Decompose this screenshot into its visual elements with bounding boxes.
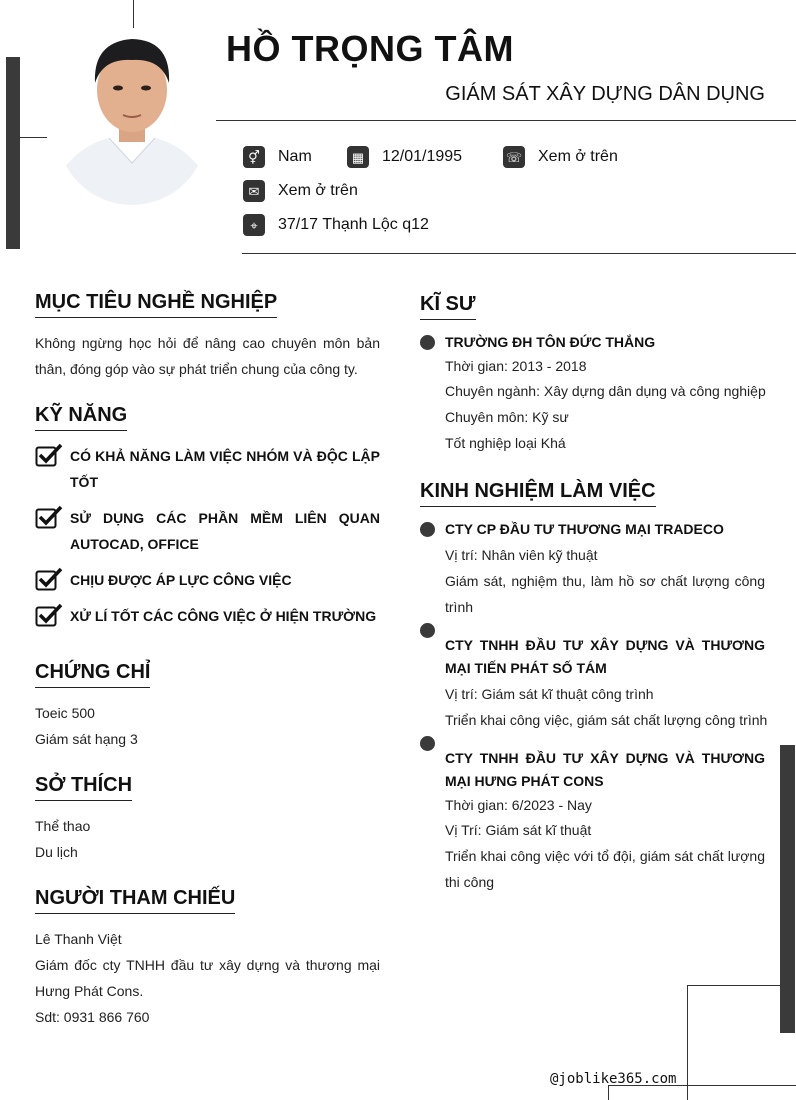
school-name: TRƯỜNG ĐH TÔN ĐỨC THẮNG <box>445 334 656 350</box>
email-icon: ✉ <box>243 180 265 202</box>
company-name: CTY TNHH ĐẦU TƯ XÂY DỰNG VÀ THƯƠNG MẠI TIẾN PHÁT SỐ TÁM <box>445 637 765 676</box>
contact-email <box>243 180 358 202</box>
checkbox-icon <box>35 443 63 467</box>
company-name: CTY CP ĐẦU TƯ THƯƠNG MẠI TRADECO <box>445 521 724 537</box>
job-position: Vị trí: Nhân viên kỹ thuật <box>445 547 598 563</box>
right-accent-bar <box>780 745 795 1033</box>
objective-text: Không ngừng học hỏi để nâng cao chuyên môn bản thân, đóng góp vào sự phát triển chung của công ty. <box>35 335 380 377</box>
header-underline <box>216 120 796 121</box>
contact-phone <box>503 146 618 168</box>
gender-value: Nam <box>278 148 312 165</box>
objective-section <box>35 291 277 318</box>
job-description: Triển khai công việc, giám sát chất lượng công trình <box>445 712 768 728</box>
education-grade: Tốt nghiệp loại Khá <box>445 435 566 451</box>
references-section <box>35 887 235 914</box>
address-value: 37/17 Thạnh Lộc q12 <box>278 216 429 233</box>
skill-label: XỬ LÍ TỐT CÁC CÔNG VIỆC Ở HIỆN TRƯỜNG <box>70 608 377 624</box>
skill-item <box>35 505 380 557</box>
candidate-name: HỒ TRỌNG TÂM <box>226 28 514 69</box>
education-time: Thời gian: 2013 - 2018 <box>445 358 587 374</box>
job-description: Triển khai công việc với tổ đội, giám sát chất lượng thi công <box>445 848 765 890</box>
checkbox-icon <box>35 567 63 591</box>
watermark: @joblike365.com <box>550 1071 677 1087</box>
phone-value: Xem ở trên <box>538 148 618 165</box>
corner-line-horizontal <box>687 985 780 986</box>
birthday-value: 12/01/1995 <box>382 148 463 165</box>
education-major: Chuyên ngành: Xây dựng dân dụng và công nghiệp <box>445 383 766 399</box>
certificate-item: Toeic 500 <box>35 705 95 721</box>
bullet-dot <box>420 335 435 350</box>
left-accent-bar <box>6 57 20 249</box>
job-title: GIÁM SÁT XÂY DỰNG DÂN DỤNG <box>445 83 765 105</box>
education-title: KĨ SƯ <box>420 293 476 320</box>
contact-address <box>243 214 429 236</box>
certificate-item: Giám sát hạng 3 <box>35 731 138 747</box>
calendar-icon: ▦ <box>347 146 369 168</box>
contact-gender <box>243 146 312 168</box>
bullet-dot <box>420 522 435 537</box>
experience-title: KINH NGHIỆM LÀM VIỆC <box>420 480 656 507</box>
phone-icon: ☏ <box>503 146 525 168</box>
job-time: Thời gian: 6/2023 - Nay <box>445 797 592 813</box>
education-specialty: Chuyên môn: Kỹ sư <box>445 409 569 425</box>
contact-underline <box>242 253 796 254</box>
portrait-photo <box>57 28 207 205</box>
reference-position: Giám đốc cty TNHH đầu tư xây dựng và thương mại Hưng Phát Cons. <box>35 957 380 999</box>
left-tick-line <box>20 137 47 138</box>
skill-item <box>35 603 380 629</box>
skills-title: KỸ NĂNG <box>35 404 127 431</box>
certificates-section <box>35 661 150 688</box>
bullet-dot <box>420 736 435 751</box>
reference-name: Lê Thanh Việt <box>35 931 122 947</box>
hobbies-title: SỞ THÍCH <box>35 774 132 801</box>
hobbies-section <box>35 774 132 801</box>
education-section <box>420 293 476 320</box>
location-icon: ⌖ <box>243 214 265 236</box>
job-position: Vị Trí: Giám sát kĩ thuật <box>445 822 592 838</box>
skill-item <box>35 567 380 593</box>
contact-birthday <box>347 146 462 168</box>
objective-title: MỤC TIÊU NGHỀ NGHIỆP <box>35 291 277 318</box>
certificates-title: CHỨNG CHỈ <box>35 661 150 688</box>
skill-label: CHỊU ĐƯỢC ÁP LỰC CÔNG VIỆC <box>70 572 292 588</box>
job-position: Vị trí: Giám sát kĩ thuật công trình <box>445 686 654 702</box>
gender-icon: ⚥ <box>243 146 265 168</box>
skills-section <box>35 404 127 431</box>
bottom-tick <box>608 1085 609 1100</box>
hobby-item: Du lịch <box>35 844 78 860</box>
references-title: NGƯỜI THAM CHIẾU <box>35 887 235 914</box>
skill-label: CÓ KHẢ NĂNG LÀM VIỆC NHÓM VÀ ĐỘC LẬP TỐT <box>70 448 380 490</box>
skill-item <box>35 443 380 495</box>
avatar <box>57 28 207 205</box>
reference-phone: Sdt: 0931 866 760 <box>35 1009 150 1025</box>
email-value: Xem ở trên <box>278 182 358 199</box>
skill-label: SỬ DỤNG CÁC PHẦN MỀM LIÊN QUAN AUTOCAD, OFFICE <box>70 510 380 552</box>
experience-section <box>420 480 656 507</box>
hobby-item: Thể thao <box>35 818 91 834</box>
company-name: CTY TNHH ĐẦU TƯ XÂY DỰNG VÀ THƯƠNG MẠI HƯNG PHÁT CONS <box>445 750 765 789</box>
checkbox-icon <box>35 505 63 529</box>
checkbox-icon <box>35 603 63 627</box>
bullet-dot <box>420 623 435 638</box>
job-description: Giám sát, nghiệm thu, làm hồ sơ chất lượng công trình <box>445 573 765 615</box>
corner-line-vertical <box>687 985 688 1100</box>
